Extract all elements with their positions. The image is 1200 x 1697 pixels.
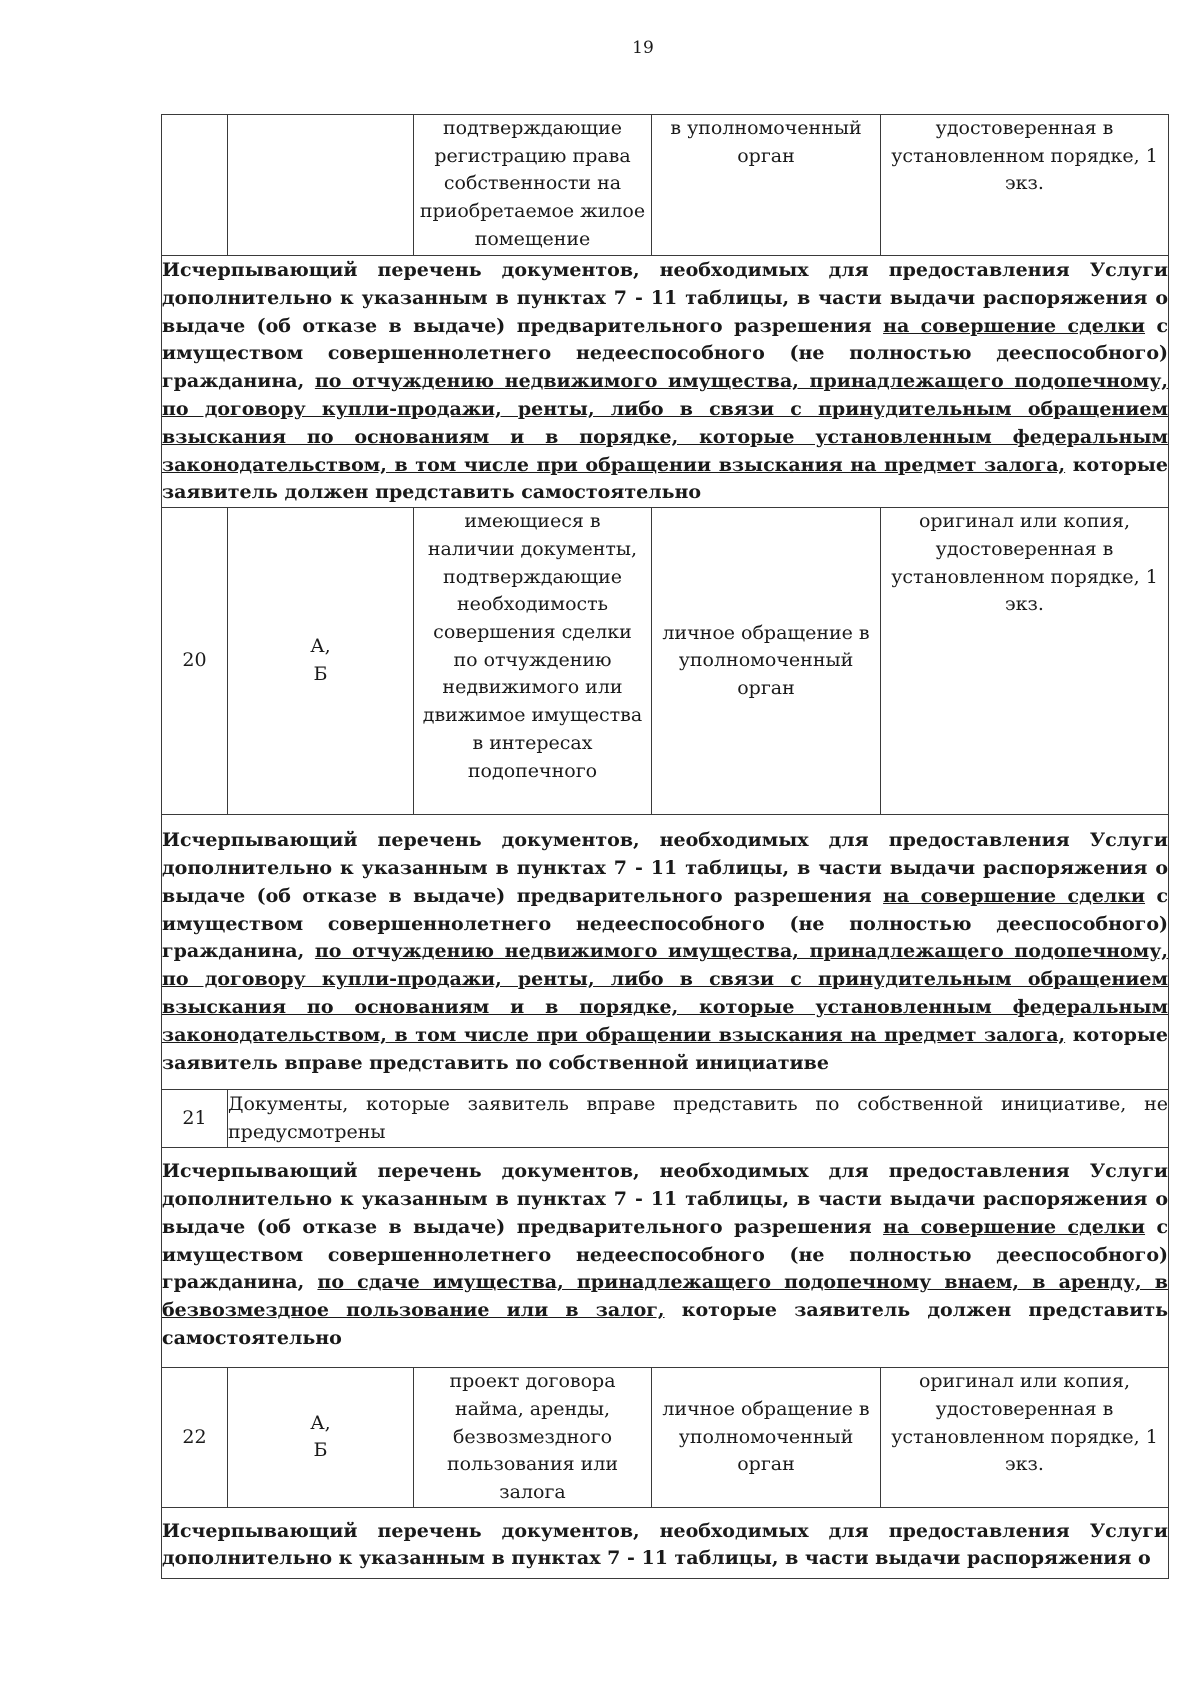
heading-text: с имуществом совершеннолетнего недееспособного (не полностью дееспособного) гражданина, bbox=[162, 884, 1169, 963]
heading-underlined-text: на совершение сделки bbox=[883, 1215, 1146, 1238]
heading-text: которые заявитель должен представить самостоятельно bbox=[162, 453, 1169, 504]
table-row bbox=[162, 508, 1169, 815]
heading-text: Исчерпывающий перечень документов, необходимых для предоставления Услуги дополнительно к указанным в пунктах 7 - 11 таблицы, в части выдачи распоряжения о выдаче (об отказе в выдаче) предварительного разрешения bbox=[162, 829, 1168, 907]
heading-underlined-text: на совершение сделки bbox=[883, 884, 1146, 907]
row-number-cell: 22 bbox=[162, 1368, 228, 1508]
table-row bbox=[162, 1090, 1169, 1148]
section-heading bbox=[162, 1148, 1169, 1368]
heading-text: Исчерпывающий перечень документов, необходимых для предоставления Услуги дополнительно к указанным в пунктах 7 - 11 таблицы, в части выдачи распоряжения о bbox=[162, 1519, 1168, 1570]
heading-text: которые заявитель вправе представить по собственной инициативе bbox=[162, 1023, 1169, 1074]
submission-method-cell: в уполномоченный орган bbox=[652, 115, 881, 256]
section-heading bbox=[162, 256, 1169, 508]
heading-underlined-text: по сдаче имущества, принадлежащего подопечному внаем, в аренду, в безвозмездное пользование или в залог, bbox=[162, 1271, 1168, 1322]
page-number: 19 bbox=[632, 38, 654, 58]
table-row bbox=[162, 1368, 1169, 1508]
heading-text: Исчерпывающий перечень документов, необходимых для предоставления Услуги дополнительно к указанным в пунктах 7 - 11 таблицы, в части выдачи распоряжения о выдаче (об отказе в выдаче) предварительного разрешения bbox=[162, 1160, 1168, 1238]
heading-underlined-text: по отчуждению недвижимого имущества, принадлежащего подопечному, по договору купли-продажи, ренты, либо в связи с принудительным обращением взыскания по основаниям и в порядке, которые установленным федеральным законодательством, в том числе при обращении взыскания на предмет залога, bbox=[162, 370, 1168, 476]
document-form-cell: оригинал или копия, удостоверенная в установленном порядке, 1 экз. bbox=[881, 1368, 1169, 1508]
document-cell: проект договора найма, аренды, безвозмездного пользования или залога bbox=[414, 1368, 652, 1508]
document-cell: подтверждающие регистрацию права собственности на приобретаемое жилое помещение bbox=[414, 115, 652, 256]
row-number-cell: 21 bbox=[162, 1090, 228, 1148]
document-cell: имеющиеся в наличии документы, подтверждающие необходимость совершения сделки по отчуждению недвижимого или движимое имущества в интересах подопечного bbox=[414, 508, 652, 815]
category-cell: А, Б bbox=[228, 1368, 414, 1508]
heading-underlined-text: на совершение сделки bbox=[883, 314, 1146, 337]
section-heading bbox=[162, 1507, 1169, 1578]
submission-method-cell: личное обращение в уполномоченный орган bbox=[652, 1368, 881, 1508]
row-number-cell: 20 bbox=[162, 508, 228, 815]
heading-text: с имуществом совершеннолетнего недееспособного (не полностью дееспособного) гражданина, bbox=[162, 1215, 1169, 1294]
section-heading bbox=[162, 815, 1169, 1090]
heading-text: Исчерпывающий перечень документов, необходимых для предоставления Услуги дополнительно к указанным в пунктах 7 - 11 таблицы, в части выдачи распоряжения о выдаче (об отказе в выдаче) предварительного разрешения bbox=[162, 259, 1168, 337]
documents-table bbox=[161, 114, 1169, 1579]
table-row-continued bbox=[162, 115, 1169, 256]
submission-method-cell: личное обращение в уполномоченный орган bbox=[652, 508, 881, 815]
row-number-cell bbox=[162, 115, 228, 256]
heading-text: с имуществом совершеннолетнего недееспособного (не полностью дееспособного) гражданина, bbox=[162, 314, 1169, 393]
note-cell: Документы, которые заявитель вправе представить по собственной инициативе, не предусмотрены bbox=[228, 1090, 1169, 1148]
category-cell: А, Б bbox=[228, 508, 414, 815]
document-form-cell: удостоверенная в установленном порядке, 1 экз. bbox=[881, 115, 1169, 256]
category-cell bbox=[228, 115, 414, 256]
heading-text: которые заявитель должен представить самостоятельно bbox=[162, 1299, 1168, 1349]
heading-underlined-text: по отчуждению недвижимого имущества, принадлежащего подопечному, по договору купли-продажи, ренты, либо в связи с принудительным обращением взыскания по основаниям и в порядке, которые установленным федеральным законодательством, в том числе при обращении взыскания на предмет залога, bbox=[162, 940, 1168, 1046]
document-form-cell: оригинал или копия, удостоверенная в установленном порядке, 1 экз. bbox=[881, 508, 1169, 815]
